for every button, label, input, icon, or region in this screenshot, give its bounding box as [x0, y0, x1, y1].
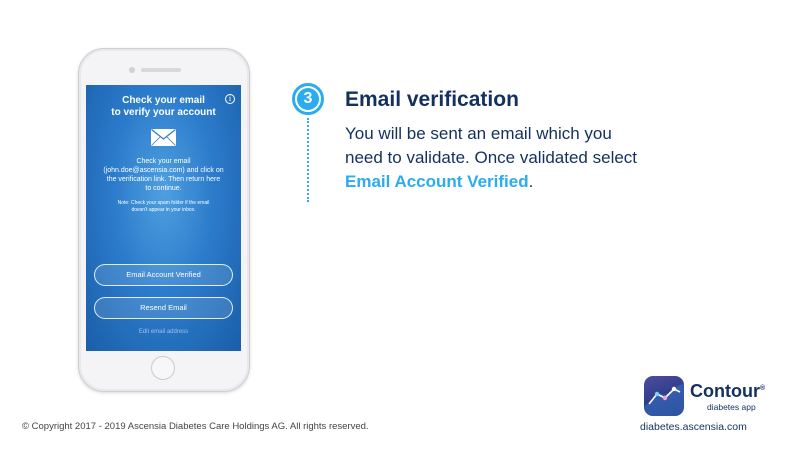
speaker-grille — [141, 68, 181, 72]
step-number: 3 — [297, 88, 319, 110]
logo-wordmark — [690, 381, 765, 402]
step-number-badge — [292, 83, 324, 115]
logo-subtitle: diabetes app — [707, 402, 756, 412]
info-icon[interactable]: i — [225, 94, 235, 104]
spam-note-line: doesn't appear in your inbox. — [131, 207, 196, 213]
resend-email-button[interactable]: Resend Email — [94, 297, 233, 319]
logo-graph-icon — [644, 376, 684, 416]
logo-name: Contour — [690, 381, 760, 401]
edit-email-link[interactable]: Edit email address — [138, 329, 189, 335]
step-title: Email verification — [345, 88, 519, 111]
screen-title-line: to verify your account — [111, 107, 216, 118]
highlight-text: Email Account Verified — [345, 172, 529, 191]
spam-note-line: Note: Check your spam folder if the email — [117, 200, 210, 206]
spam-note — [100, 200, 227, 214]
envelope-icon — [151, 129, 176, 146]
step-description-line — [345, 170, 745, 194]
contour-app-logo-icon — [644, 376, 684, 416]
phone-screen — [86, 85, 241, 351]
website-link[interactable]: diabetes.ascensia.com — [640, 421, 747, 433]
period-text: . — [528, 172, 534, 191]
instructions-line: (john.doe@ascensia.com) and click on — [103, 167, 224, 174]
camera-icon — [129, 67, 135, 73]
step-description-line: need to validate. Once validated select — [345, 148, 638, 167]
registered-mark: ® — [759, 385, 766, 392]
copyright-text: © Copyright 2017 - 2019 Ascensia Diabetes Care Holdings AG. All rights reserved. — [22, 421, 369, 432]
email-account-verified-button[interactable]: Email Account Verified — [94, 264, 233, 286]
screen-title — [86, 95, 241, 119]
phone-mockup — [78, 48, 250, 392]
step-description-line: You will be sent an email which you — [345, 124, 612, 143]
instructions-text — [100, 157, 227, 193]
step-description — [345, 122, 745, 194]
instructions-line: the verification link. Then return here — [106, 176, 221, 183]
instructions-line: Check your email — [136, 158, 191, 165]
screen-title-line: Check your email — [122, 95, 205, 106]
home-button — [151, 356, 175, 380]
instructions-line: to continue. — [145, 185, 182, 192]
dotted-connector — [307, 118, 309, 202]
